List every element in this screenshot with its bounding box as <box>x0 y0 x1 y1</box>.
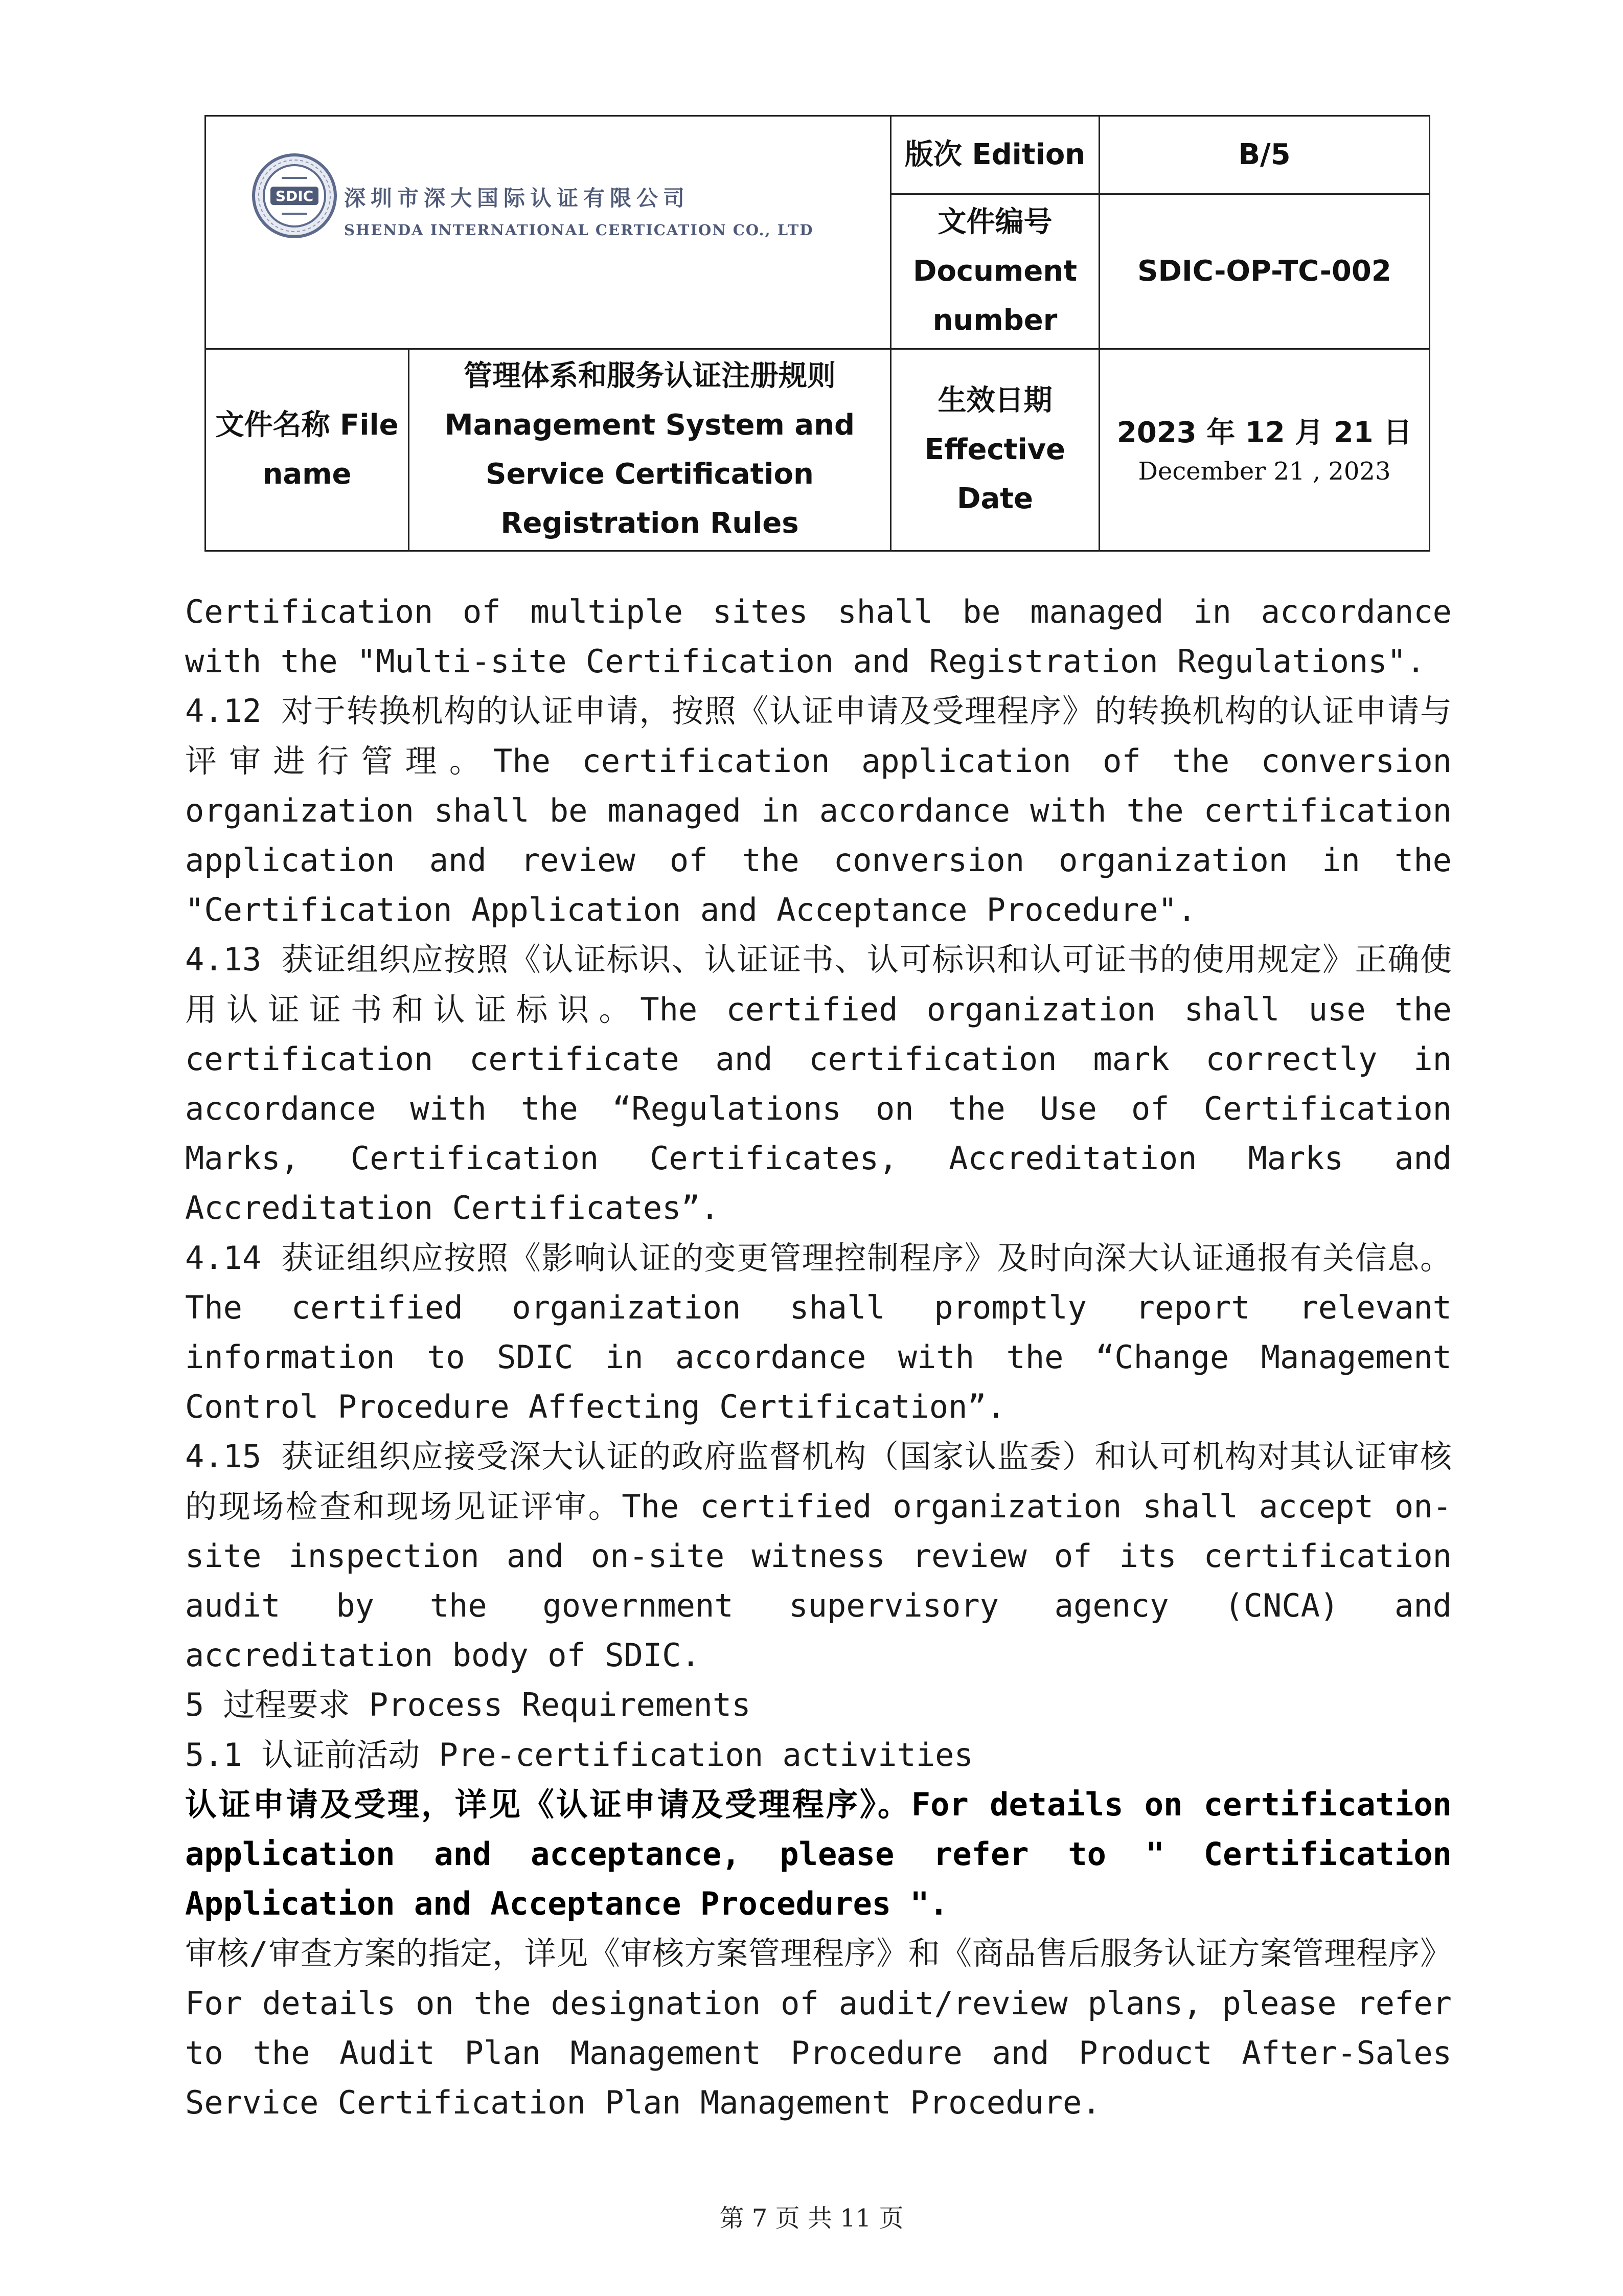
paragraph-application-acceptance: 认证申请及受理，详见《认证申请及受理程序》。For details on certification application and acceptance, please refer to " Certification Application and Acceptance Procedures ". <box>185 1785 1452 1923</box>
document-number-label-line: Document <box>913 255 1077 288</box>
page-number: 第 7 页 共 11 页 <box>719 2204 904 2233</box>
file-name-value-line: 管理体系和服务认证注册规则 <box>464 359 836 393</box>
company-name-en: SHENDA INTERNATIONAL CERTICATION CO., LTD <box>344 221 814 239</box>
company-name-cn: 深圳市深大国际认证有限公司 <box>344 186 690 211</box>
file-name-value <box>409 349 891 551</box>
effective-date-cn: 2023 年 12 月 21 日 <box>1116 416 1412 449</box>
paragraph-4-15: 4.15 获证组织应接受深大认证的政府监督机构（国家认监委）和认可机构对其认证审核的现场检查和现场见证评审。The certified organization shall accept on-site inspection and on-site witness review of its certification audit by the government supervisory agency (CNCA) and accreditation body of SDIC. <box>185 1438 1452 1674</box>
file-name-label-line: 文件名称 File <box>215 408 399 442</box>
document-number-label-line: number <box>932 304 1058 337</box>
effective-date-label-line: Effective <box>924 433 1066 466</box>
subsection-heading-5-1: 5.1 认证前活动 Pre-certification activities <box>185 1736 973 1774</box>
effective-date-label-line: 生效日期 <box>938 384 1053 417</box>
logo-text: SDIC <box>275 188 314 204</box>
document-header-table <box>204 115 1430 552</box>
document-body <box>185 587 1452 2127</box>
file-name-label-line: name <box>262 458 352 491</box>
effective-date-label-line: Date <box>956 482 1034 515</box>
effective-date-value <box>1100 349 1430 551</box>
paragraph-4-12: 4.12 对于转换机构的认证申请，按照《认证申请及受理程序》的转换机构的认证申请与评审进行管理。The certification application of the conversion organization shall be managed in accordance with the certification application and review of the conversion organization in the "Certification Application and Acceptance Procedure". <box>185 692 1452 929</box>
effective-date-en: December 21 , 2023 <box>1138 457 1391 486</box>
file-name-label <box>205 349 409 551</box>
file-name-value-line: Management System and <box>444 408 855 442</box>
document-number-value: SDIC-OP-TC-002 <box>1100 194 1430 349</box>
file-name-value-line: Registration Rules <box>500 507 799 540</box>
company-seal-icon <box>251 152 338 239</box>
file-name-value-line: Service Certification <box>486 458 814 491</box>
paragraph-4-13: 4.13 获证组织应按照《认证标识、认证证书、认可标识和认可证书的使用规定》正确使用认证证书和认证标识。The certified organization shall use the certification certificate and certification mark correctly in accordance with the “Regulations on the Use of Certification Marks, Certification Certificates, Accreditation Marks and Accreditation Certificates”. <box>185 941 1452 1227</box>
paragraph-multisite: Certification of multiple sites shall be managed in accordance with the "Multi-site Certification and Registration Regulations". <box>185 593 1452 680</box>
section-heading-5: 5 过程要求 Process Requirements <box>185 1686 751 1724</box>
logo-cell <box>205 116 891 349</box>
document-number-label <box>891 194 1100 349</box>
paragraph-4-14: 4.14 获证组织应按照《影响认证的变更管理控制程序》及时向深大认证通报有关信息。The certified organization shall promptly report relevant information to SDIC in accordance with the “Change Management Control Procedure Affecting Certification”. <box>185 1239 1452 1426</box>
edition-value: B/5 <box>1100 116 1430 194</box>
document-number-label-line: 文件编号 <box>938 206 1053 239</box>
paragraph-audit-plan: 审核/审查方案的指定，详见《审核方案管理程序》和《商品售后服务认证方案管理程序》For details on the designation of audit/review plans, please refer to the Audit Plan Management Procedure and Product After-Sales Service Certification Plan Management Procedure. <box>185 1935 1452 2122</box>
effective-date-label <box>891 349 1100 551</box>
company-logo <box>251 152 814 255</box>
edition-label: 版次 Edition <box>891 116 1100 194</box>
